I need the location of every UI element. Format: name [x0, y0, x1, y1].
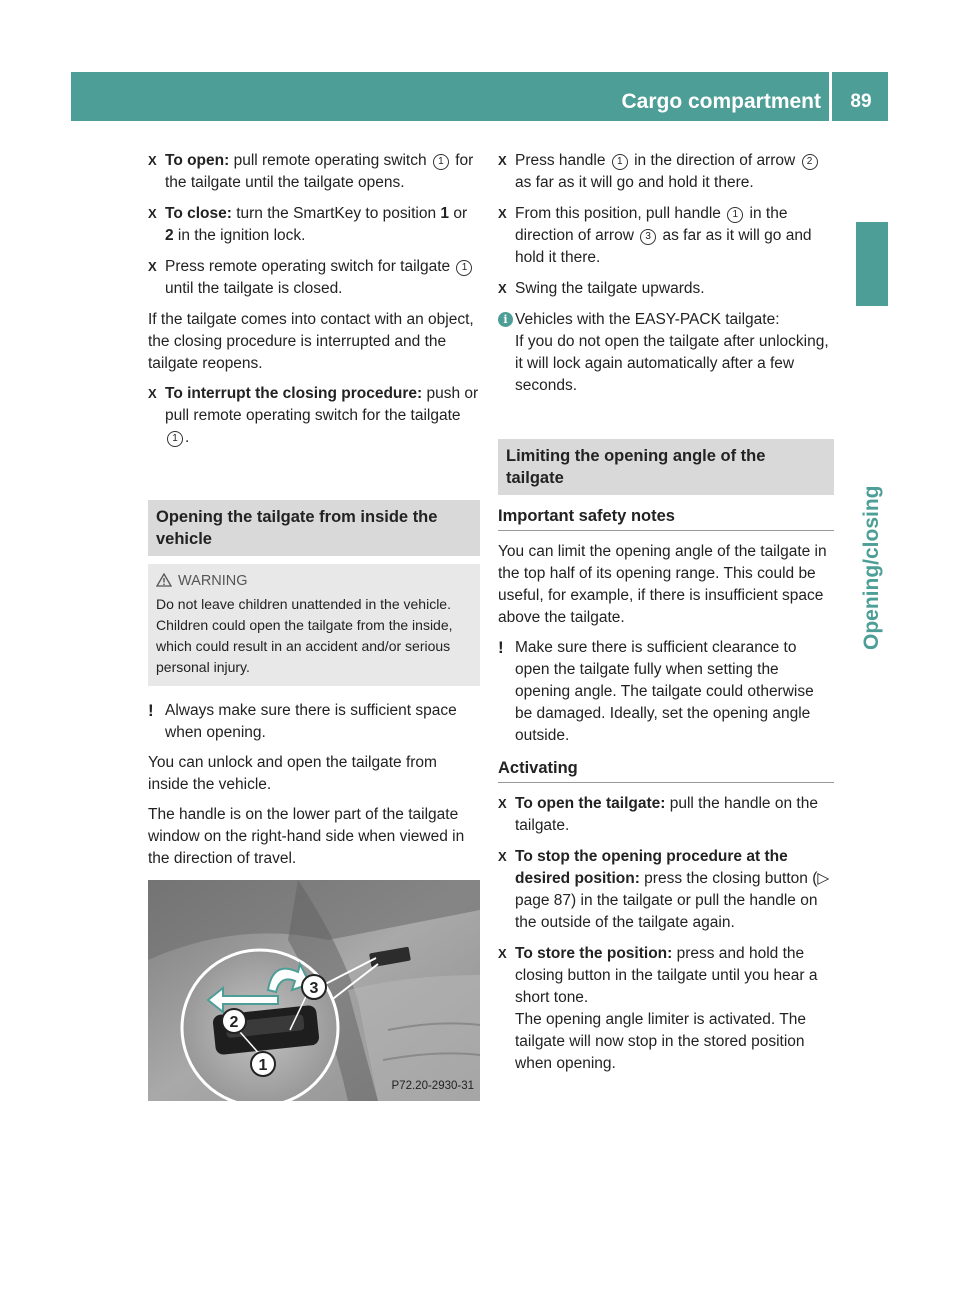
page-number: 89	[850, 91, 872, 112]
step-label: To interrupt the closing procedure:	[165, 385, 423, 402]
warning-box	[148, 564, 480, 686]
step-text: Swing the tailgate upwards.	[515, 280, 705, 297]
step-text: pull the handle on the tailgate.	[515, 795, 818, 834]
note	[148, 700, 480, 744]
exclamation-icon: !	[498, 638, 504, 657]
step-arrow-icon: X	[148, 386, 157, 401]
step-text: in the ignition lock.	[173, 227, 306, 244]
step-text: in the direction of arrow	[629, 152, 800, 169]
callout-1-label: 1	[258, 1057, 268, 1074]
step-swing	[498, 278, 834, 300]
illustration-graphic	[148, 880, 480, 1101]
side-tab-label: Opening/closing	[860, 485, 883, 650]
section-heading: Opening the tailgate from inside the vehicle	[148, 500, 480, 556]
paragraph: The handle is on the lower part of the tailgate window on the right-hand side when viewed in the direction of travel.	[148, 806, 465, 867]
page-reference-link[interactable]: ▷ page 87	[515, 870, 830, 909]
warning-triangle-icon	[156, 573, 172, 587]
step-press-handle	[498, 150, 834, 194]
paragraph: You can unlock and open the tailgate from inside the vehicle.	[148, 754, 437, 793]
warning-title: WARNING	[178, 573, 248, 589]
step-pull-handle	[498, 203, 834, 269]
side-tab-marker	[856, 222, 888, 306]
step-interrupt	[148, 383, 480, 449]
step-text: ) in the tailgate or pull the handle on the outside of the tailgate again.	[515, 892, 818, 931]
step-label: To store the position:	[515, 945, 673, 962]
step-arrow-icon: X	[148, 153, 157, 168]
step-stop-opening	[498, 846, 834, 934]
callout-1-icon: 1	[167, 431, 183, 447]
info-icon: i	[498, 312, 513, 327]
step-text: turn the SmartKey to position	[231, 205, 441, 222]
callout-1-icon: 1	[456, 260, 472, 276]
section-heading: Limiting the opening angle of the tailgate	[498, 439, 834, 495]
callout-3-label: 3	[309, 980, 319, 997]
step-arrow-icon: X	[498, 206, 507, 221]
step-text: From this position, pull handle	[515, 205, 726, 222]
callout-1	[251, 1052, 275, 1076]
step-open	[148, 150, 480, 194]
step-close	[148, 203, 480, 247]
page-header	[71, 72, 888, 121]
callout-2	[222, 1009, 246, 1033]
step-arrow-icon: X	[498, 281, 507, 296]
step-arrow-icon: X	[498, 796, 507, 811]
step-label: To open:	[165, 152, 230, 169]
step-arrow-icon: X	[498, 153, 507, 168]
info-text: Vehicles with the EASY-PACK tailgate:	[515, 311, 780, 328]
left-column	[148, 150, 480, 1101]
callout-3-icon: 3	[640, 229, 656, 245]
step-text: pull remote operating switch	[229, 152, 431, 169]
side-tab	[856, 320, 888, 650]
page-title: Cargo compartment	[621, 90, 821, 113]
tailgate-handle-illustration	[148, 880, 480, 1101]
step-store-position	[498, 943, 834, 1075]
step-text: for the tailgate until the tailgate opens.	[165, 152, 474, 191]
step-text: press the closing button (	[639, 870, 818, 887]
step-text: press and hold the closing button in the tailgate until you hear a short tone.	[515, 945, 818, 1006]
step-text: push or pull remote operating switch for the tailgate	[165, 385, 479, 424]
step-press-switch	[148, 256, 480, 300]
note-text: Make sure there is sufficient clearance to open the tailgate fully when setting the opening angle. The tailgate could otherwise be damaged. Ideally, set the opening angle outside.	[515, 639, 814, 744]
step-text: Press remote operating switch for tailgate	[165, 258, 455, 275]
info-note	[498, 309, 834, 397]
step-result: The opening angle limiter is activated. The tailgate will now stop in the stored position when opening.	[515, 1011, 806, 1072]
step-label: To open the tailgate:	[515, 795, 666, 812]
callout-2-label: 2	[229, 1014, 239, 1031]
step-text: until the tailgate is closed.	[165, 280, 343, 297]
paragraph: You can limit the opening angle of the tailgate in the top half of its opening range. This could be useful, for example, if there is insufficient space above the tailgate.	[498, 543, 827, 626]
step-label: To close:	[165, 205, 232, 222]
callout-1-icon: 1	[727, 207, 743, 223]
step-arrow-icon: X	[498, 946, 507, 961]
step-text: .	[185, 429, 190, 446]
key-position: 2	[165, 227, 174, 244]
key-position: 1	[440, 205, 450, 222]
right-column	[498, 150, 834, 1084]
subheading: Important safety notes	[498, 505, 834, 531]
step-arrow-icon: X	[148, 259, 157, 274]
callout-1-icon: 1	[433, 154, 449, 170]
step-open-tailgate	[498, 793, 834, 837]
callout-3	[302, 975, 326, 999]
step-label: To stop the opening procedure at the desired position:	[515, 848, 788, 887]
step-text: or	[449, 205, 468, 222]
callout-2-icon: 2	[802, 154, 818, 170]
step-arrow-icon: X	[148, 206, 157, 221]
figure-code: P72.20-2930-31	[391, 1080, 474, 1092]
info-text: If you do not open the tailgate after unlocking, it will lock again automatically after a few seconds.	[515, 333, 829, 394]
note-text: Always make sure there is sufficient space when opening.	[165, 702, 457, 741]
note	[498, 637, 834, 747]
step-arrow-icon: X	[498, 849, 507, 864]
header-divider	[829, 72, 832, 121]
step-text: as far as it will go and hold it there.	[515, 174, 754, 191]
step-text: Press handle	[515, 152, 610, 169]
step-text: as far as it will go and hold it there.	[515, 227, 812, 266]
step-text: in the direction of arrow	[515, 205, 788, 244]
paragraph: If the tailgate comes into contact with an object, the closing procedure is interrupted and the tailgate reopens.	[148, 311, 474, 372]
warning-text: Do not leave children unattended in the vehicle. Children could open the tailgate from the inside, which could result in an accident and/or serious personal injury.	[156, 596, 453, 675]
subheading: Activating	[498, 757, 834, 783]
exclamation-icon: !	[148, 701, 154, 720]
callout-1-icon: 1	[612, 154, 628, 170]
warning-header	[156, 571, 472, 592]
